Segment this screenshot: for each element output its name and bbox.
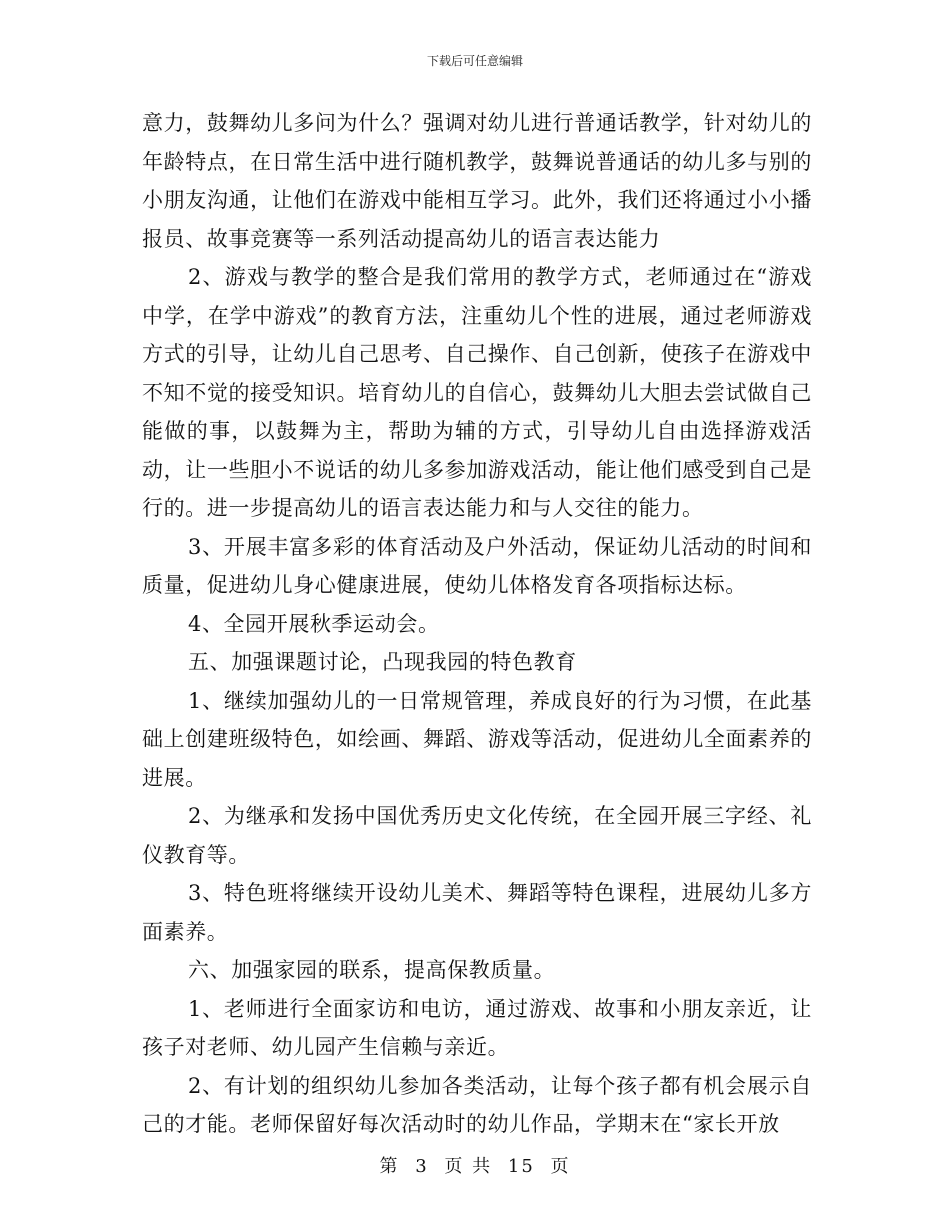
current-page-number: 3 — [415, 1156, 429, 1177]
paragraph: 4、全园开展秋季运动会。 — [188, 611, 440, 636]
page-footer — [0, 1152, 950, 1178]
paragraph: 意力，鼓舞幼儿多问为什么？强调对幼儿进行普通话教学，针对幼儿的年龄特点，在日常生活中进行随机教学，鼓舞说普通话的幼儿多与别的小朋友沟通，让他们在游戏中能相互学习。此外，我们还将通过小小播报员、故事竞赛等一系列活动提高幼儿的语言表达能力 — [142, 111, 812, 251]
section-heading: 五、加强课题讨论，凸现我园的特色教育 — [188, 650, 577, 674]
footer-suffix: 页 — [550, 1156, 571, 1177]
paragraph: 3、特色班将继续开设幼儿美术、舞蹈等特色课程，进展幼儿多方面素养。 — [142, 881, 812, 944]
footer-middle: 页 共 — [444, 1156, 493, 1177]
section-heading: 六、加强家园的联系，提高保教质量。 — [188, 958, 556, 982]
paragraph: 2、为继承和发扬中国优秀历史文化传统，在全园开展三字经、礼仪教育等。 — [142, 804, 812, 867]
paragraph: 3、开展丰富多彩的体育活动及户外活动，保证幼儿活动的时间和质量，促进幼儿身心健康进展，使幼儿体格发育各项指标达标。 — [142, 534, 812, 597]
total-pages-number: 15 — [507, 1156, 535, 1177]
document-body — [142, 104, 812, 1144]
paragraph: 2、游戏与教学的整合是我们常用的教学方式，老师通过在“游戏中学，在学中游戏”的教育方法，注重幼儿个性的进展，通过老师游戏方式的引导，让幼儿自己思考、自己操作、自己创新，使孩子在游戏中不知不觉的接受知识。培育幼儿的自信心，鼓舞幼儿大胆去尝试做自己能做的事，以鼓舞为主，帮助为辅的方式，引导幼儿自由选择游戏活动，让一些胆小不说话的幼儿多参加游戏活动，能让他们感受到自己是行的。进一步提高幼儿的语言表达能力和与人交往的能力。 — [142, 265, 812, 520]
page-header-note: 下载后可任意编辑 — [426, 54, 523, 68]
paragraph: 1、老师进行全面家访和电访，通过游戏、故事和小朋友亲近，让孩子对老师、幼儿园产生信赖与亲近。 — [142, 996, 812, 1059]
paragraph: 1、继续加强幼儿的一日常规管理，养成良好的行为习惯，在此基础上创建班级特色，如绘画、舞蹈、游戏等活动，促进幼儿全面素养的进展。 — [142, 688, 812, 790]
paragraph: 2、有计划的组织幼儿参加各类活动，让每个孩子都有机会展示自己的才能。老师保留好每次活动时的幼儿作品，学期末在“家长开放 — [142, 1073, 812, 1136]
footer-prefix: 第 — [379, 1156, 400, 1177]
